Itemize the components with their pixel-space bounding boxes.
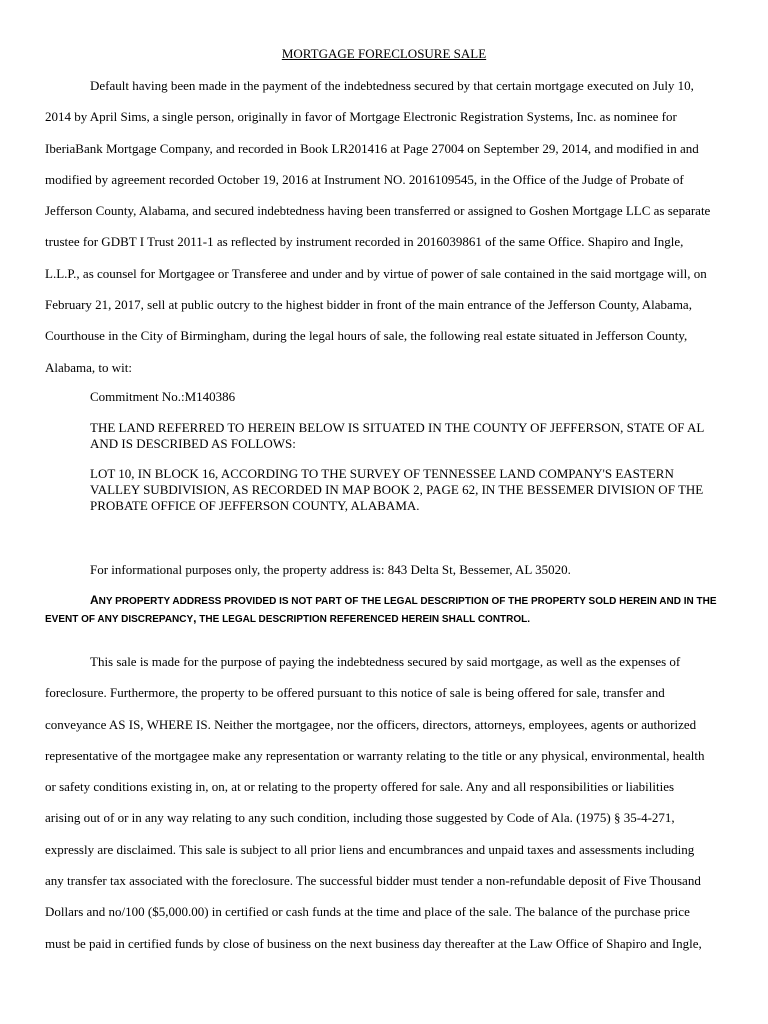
paragraph-line: trustee for GDBT I Trust 2011-1 as reflected by instrument recorded in 2016039861 of the same Office. Shapiro and Ingle,	[45, 234, 684, 250]
land-line: THE LAND REFERRED TO HEREIN BELOW IS SITUATED IN THE COUNTY OF JEFFERSON, STATE OF AL	[90, 420, 705, 435]
legal-notice	[45, 592, 725, 628]
paragraph-line: conveyance AS IS, WHERE IS. Neither the mortgagee, nor the officers, directors, attorneys, employees, agents or authorized	[45, 716, 697, 732]
paragraph-line: any transfer tax associated with the foreclosure. The successful bidder must tender a non-refundable deposit of Five Thousand	[45, 873, 701, 889]
notice-line-2-part1: EVENT OF ANY DISCREPANCY	[45, 614, 194, 625]
notice-line-2-part2: THE LEGAL DESCRIPTION REFERENCED HEREIN SHALL CONTROL.	[196, 614, 531, 625]
lot-description	[90, 466, 730, 514]
document-title: MORTGAGE FORECLOSURE SALE	[281, 46, 487, 61]
paragraph-line: 2014 by April Sims, a single person, originally in favor of Mortgage Electronic Registration Systems, Inc. as nominee for	[45, 109, 677, 125]
paragraph-line: or safety conditions existing in, on, at or relating to the property offered for sale. Any and all responsibilities or liabilities	[45, 779, 675, 795]
paragraph-line: expressly are disclaimed. This sale is subject to all prior liens and encumbrances and unpaid taxes and assessments including	[45, 841, 695, 857]
paragraph-line: L.L.P., as counsel for Mortgagee or Transferee and under and by virtue of power of sale contained in the said mortgage will, on	[45, 265, 707, 281]
commitment-text: Commitment No.:M140386	[90, 389, 236, 404]
land-line: AND IS DESCRIBED AS FOLLOWS:	[90, 436, 296, 451]
paragraph-line: foreclosure. Furthermore, the property to be offered pursuant to this notice of sale is being offered for sale, transfer and	[45, 685, 665, 701]
paragraph-line: arising out of or in any way relating to any such condition, including those suggested by Code of Ala. (1975) § 35-4-271,	[45, 810, 675, 826]
paragraph-line: Dollars and no/100 ($5,000.00) in certified or cash funds at the time and place of the sale. The balance of the purchase price	[45, 904, 690, 920]
paragraph-sale-terms	[45, 646, 723, 959]
property-address-text: For informational purposes only, the property address is: 843 Delta St, Bessemer, AL 35020.	[90, 562, 571, 577]
paragraph-line: This sale is made for the purpose of paying the indebtedness secured by said mortgage, as well as the expenses of	[90, 654, 681, 669]
paragraph-line: Jefferson County, Alabama, and secured indebtedness having been transferred or assigned to Goshen Mortgage LLC as separate	[45, 203, 711, 219]
lot-line: VALLEY SUBDIVISION, AS RECORDED IN MAP BOOK 2, PAGE 62, IN THE BESSEMER DIVISION OF THE	[90, 482, 704, 497]
notice-comma: ,	[193, 611, 197, 625]
paragraph-default	[45, 70, 723, 383]
paragraph-line: IberiaBank Mortgage Company, and recorded in Book LR201416 at Page 27004 on September 29, 2014, and modified in and	[45, 140, 699, 156]
notice-first-letter: A	[90, 593, 99, 607]
paragraph-line: must be paid in certified funds by close of business on the next business day thereafter at the Law Office of Shapiro and Ingle,	[45, 935, 702, 951]
paragraph-line: February 21, 2017, sell at public outcry to the highest bidder in front of the main entrance of the Jefferson County, Alabama,	[45, 297, 692, 313]
lot-line: LOT 10, IN BLOCK 16, ACCORDING TO THE SURVEY OF TENNESSEE LAND COMPANY'S EASTERN	[90, 466, 674, 481]
paragraph-line: Alabama, to wit:	[45, 359, 133, 375]
property-address	[90, 562, 730, 578]
land-referred-text	[90, 420, 730, 452]
commitment-number	[90, 389, 730, 405]
paragraph-line: Courthouse in the City of Birmingham, during the legal hours of sale, the following real estate situated in Jefferson County,	[45, 328, 688, 344]
notice-line-1	[45, 592, 725, 610]
notice-line-2	[45, 610, 725, 628]
paragraph-line: representative of the mortgagee make any representation or warranty relating to the title or any physical, environmental, health	[45, 747, 705, 763]
lot-line: PROBATE OFFICE OF JEFFERSON COUNTY, ALABAMA.	[90, 498, 420, 513]
notice-line-1-text: NY PROPERTY ADDRESS PROVIDED IS NOT PART OF THE LEGAL DESCRIPTION OF THE PROPERTY SOLD HEREIN AND IN THE	[98, 596, 717, 607]
paragraph-line: modified by agreement recorded October 19, 2016 at Instrument NO. 2016109545, in the Office of the Judge of Probate of	[45, 171, 684, 187]
paragraph-line: Default having been made in the payment of the indebtedness secured by that certain mortgage executed on July 10,	[90, 78, 694, 93]
